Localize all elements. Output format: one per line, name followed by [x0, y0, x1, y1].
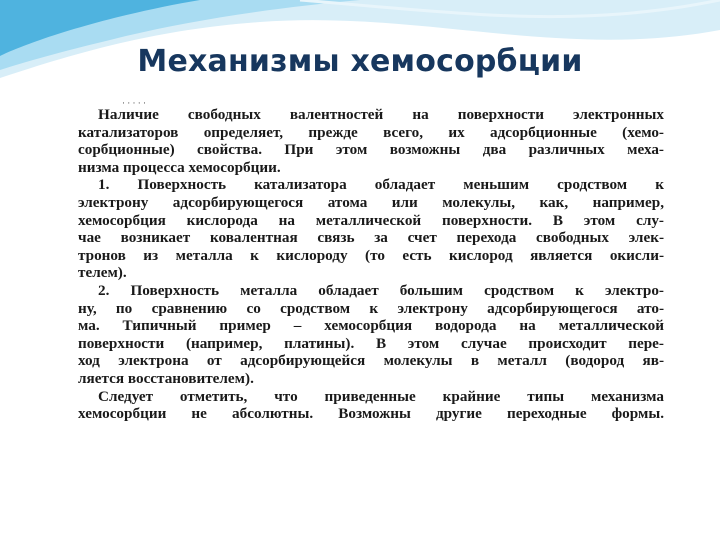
scanned-text-image	[72, 96, 668, 481]
text-line: катализаторов определяет, прежде всего, их адсорбционные (хемо-	[78, 123, 664, 141]
text-line: ну, по сравнению со сродством к электрону адсорбирующегося ато-	[78, 299, 664, 317]
text-line: хемосорбции не абсолютны. Возможны другие переходные формы.	[78, 405, 664, 423]
text-line: тронов из металла к кислороду (то есть кислород является окисли-	[78, 246, 664, 264]
slide-title: Механизмы хемосорбции	[137, 44, 583, 79]
text-line: поверхности (например, платины). В этом случае происходит пере-	[78, 334, 664, 352]
text-line: Наличие свободных валентностей на поверхности электронных	[98, 106, 664, 123]
text-line: Следует отметить, что приведенные крайние типы механизма	[98, 387, 664, 405]
text-line: низма процесса хемосорбции.	[78, 158, 281, 176]
text-line: сорбционные) свойства. При этом возможны два различных меха-	[78, 141, 664, 159]
text-line: 2. Поверхность металла обладает большим сродством к электро-	[98, 281, 664, 299]
paragraph-block	[78, 106, 664, 423]
text-line: 1. Поверхность катализатора обладает меньшим сродством к	[98, 176, 664, 194]
text-line: чае возникает ковалентная связь за счет перехода свободных элек-	[78, 229, 664, 247]
text-line: ход электрона от адсорбирующейся молекулы в металл (водород яв-	[78, 352, 664, 370]
text-line: электрону адсорбирующегося атома или молекулы, как, например,	[78, 193, 664, 211]
text-line: ма. Типичный пример – хемосорбция водорода на металлической	[78, 317, 664, 335]
text-line: ляется восстановителем).	[78, 369, 254, 387]
scan-artifact-marks: · · · · ·	[122, 98, 146, 108]
text-line: телем).	[78, 264, 127, 282]
text-line: хемосорбция кислорода на металлической поверхности. В этом слу-	[78, 211, 664, 229]
